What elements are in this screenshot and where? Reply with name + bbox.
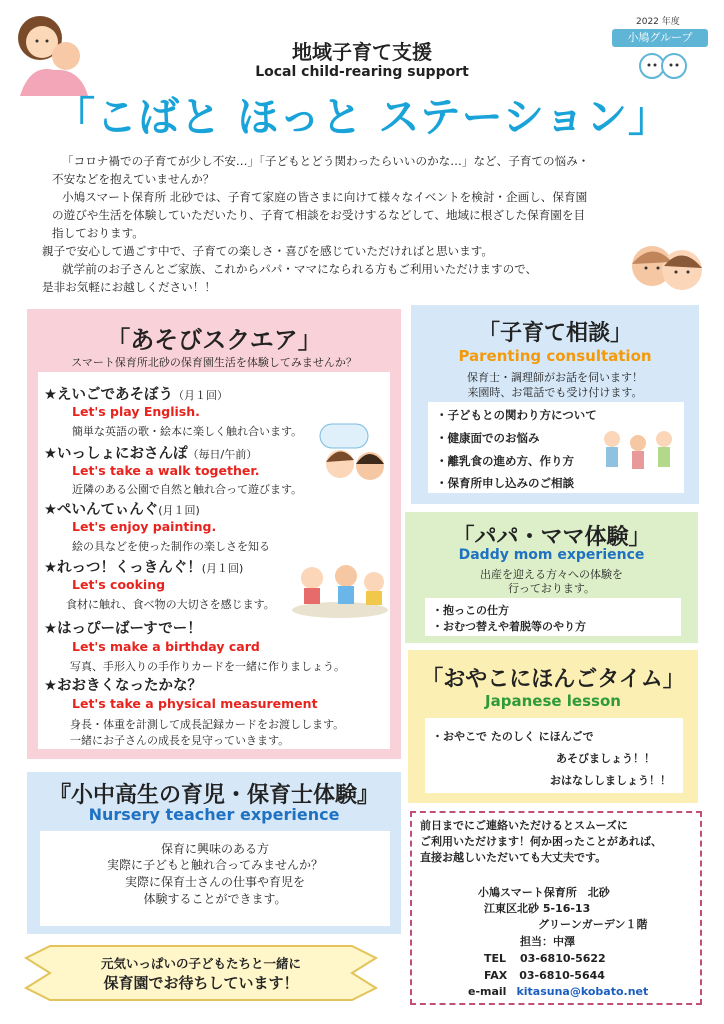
contact-notice: ご利用いただけます！何か困ったことがあれば、 bbox=[420, 835, 662, 848]
address-line: 江東区北砂 5-16-13 bbox=[484, 902, 591, 915]
tel-label: TEL bbox=[484, 952, 507, 965]
consult-title: 「子育て相談」 bbox=[477, 321, 632, 346]
title-jp: 地域子育て支援 bbox=[292, 40, 432, 64]
year-label: 2022 年度 bbox=[636, 17, 680, 27]
consult-subtitle: Parenting consultation bbox=[458, 347, 652, 365]
japanese-lesson-title: 「おやこにほんごタイム」 bbox=[421, 667, 685, 692]
mail-row bbox=[468, 984, 648, 999]
event-en: Let's enjoy painting. bbox=[72, 519, 217, 534]
nursery-line: 実際に子どもと触れ合ってみませんか？ bbox=[106, 858, 323, 872]
event-en: Let's take a physical measurement bbox=[72, 696, 318, 711]
contact-person: 担当：中澤 bbox=[520, 935, 575, 948]
event-desc: 近隣のある公園で自然と触れ合って遊びます。 bbox=[72, 483, 303, 496]
intro-line: 親子で安心して過ごす中で、子育ての楽しさ・喜びを感じていただければと思います。 bbox=[42, 244, 493, 258]
group-badge: 小鳩グループ bbox=[612, 29, 708, 47]
event-name: ★ぺいんてぃんぐ(月１回) bbox=[44, 502, 200, 518]
papa-mama-line: 出産を迎える方々への体験を bbox=[480, 568, 623, 581]
event-en: Let's play English. bbox=[72, 404, 200, 419]
consult-line: 来園時、お電話でも受け付けます。 bbox=[467, 386, 643, 399]
papa-mama-item: ・おむつ替えや着脱等のやり方 bbox=[432, 620, 586, 633]
nursery-line: 体験することができます。 bbox=[143, 892, 287, 906]
address-line: グリーンガーデン１階 bbox=[538, 918, 648, 931]
mail-link[interactable]: kitasuna@kobato.net bbox=[516, 985, 649, 998]
intro-line: の遊びや生活を体験していただいたり、子育て相談をお受けするなどして、地域に根ざした保育園を目 bbox=[52, 208, 586, 222]
japanese-lesson-line: ・おやこで たのしく にほんごで bbox=[432, 730, 594, 743]
mail-label: e-mail bbox=[468, 985, 507, 998]
intro-line: 「コロナ禍での子育てが少し不安…」「子どもとどう関わったらいいのかな…」など、子育ての悩み・ bbox=[62, 154, 590, 168]
intro-line: 是非お気軽にお越しください！！ bbox=[42, 280, 216, 294]
children-illustration bbox=[618, 236, 714, 308]
event-desc: 身長・体重を計測して成長記録カードをお渡しします。 bbox=[70, 718, 345, 731]
welcome-banner bbox=[20, 942, 382, 1004]
event-en: Let's make a birthday card bbox=[72, 639, 260, 654]
banner-line: 保育園でお待ちしています！ bbox=[103, 974, 299, 992]
intro-line: 小鳩スマート保育所 北砂では、子育て家庭の皆さまに向けて様々なイベントを検討・企画し、保育園 bbox=[62, 190, 588, 204]
event-name: ★いっしょにおさんぽ（毎日/午前） bbox=[44, 446, 258, 462]
event-name: ★れっつ！くっきんぐ！(月１回) bbox=[44, 560, 244, 576]
event-name: ★えいごであそぼう（月１回） bbox=[44, 387, 228, 403]
intro-line: 不安などを抱えていませんか？ bbox=[52, 172, 215, 186]
papa-mama-subtitle: Daddy mom experience bbox=[458, 547, 645, 563]
facility-name: 小鳩スマート保育所 北砂 bbox=[478, 886, 610, 899]
consult-item: ・保育所申し込みのご相談 bbox=[436, 476, 574, 490]
main-title: 「こばと ほっと ステーション」 bbox=[53, 93, 671, 141]
nursery-subtitle: Nursery teacher experience bbox=[88, 805, 340, 824]
consult-item: ・健康面でのお悩み bbox=[436, 431, 540, 445]
fax-number: 03-6810-5644 bbox=[519, 969, 605, 982]
event-name: ★おおきくなったかな？ bbox=[44, 678, 202, 694]
contact-notice: 前日までにご連絡いただけるとスムーズに bbox=[420, 819, 628, 832]
intro-text bbox=[42, 152, 682, 296]
event-name: ★はっぴーばーすでー！ bbox=[44, 621, 202, 637]
title-en: Local child-rearing support bbox=[255, 64, 469, 80]
asobi-subtitle: スマート保育所北砂の保育園生活を体験してみませんか？ bbox=[71, 356, 357, 369]
contact-notice: 直接お越しいただいても大丈夫です。 bbox=[420, 851, 607, 864]
papa-mama-line: 行っております。 bbox=[507, 582, 596, 595]
fax-row bbox=[484, 968, 605, 983]
event-desc: 簡単な英語の歌・絵本に楽しく触れ合います。 bbox=[72, 425, 303, 438]
tel-row bbox=[484, 951, 606, 966]
japanese-lesson-line: あそびましょう！！ bbox=[556, 752, 655, 765]
consult-line: 保育士・調理師がお話を伺います！ bbox=[467, 371, 643, 384]
event-desc: 一緒にお子さんの成長を見守っていきます。 bbox=[70, 734, 290, 747]
event-en: Let's cooking bbox=[72, 577, 166, 592]
papa-mama-item: ・抱っこの仕方 bbox=[432, 604, 509, 617]
event-desc: 絵の具などを使った制作の楽しさを知る bbox=[72, 540, 270, 553]
intro-line: 就学前のお子さんとご家族、これからパパ・ママになられる方もご利用いただけますので、 bbox=[62, 262, 538, 276]
banner-line: 元気いっぱいの子どもたちと一緒に bbox=[100, 956, 301, 971]
intro-line: 指しております。 bbox=[52, 226, 144, 240]
nursery-line: 実際に保育士さんの仕事や育児を bbox=[124, 875, 305, 889]
english-kids-illustration bbox=[318, 422, 392, 486]
japanese-lesson-line: おはなししましょう！！ bbox=[550, 774, 671, 787]
event-en: Let's take a walk together. bbox=[72, 463, 260, 478]
japanese-lesson-subtitle: Japanese lesson bbox=[485, 692, 621, 710]
papa-mama-title: 「パパ・ママ体験」 bbox=[452, 525, 651, 550]
cooking-kids-illustration bbox=[290, 560, 390, 620]
consult-item: ・離乳食の進め方、作り方 bbox=[436, 454, 574, 468]
consult-item: ・子どもとの関わり方について bbox=[436, 408, 597, 422]
nursery-title: 『小中高生の育児・保育士体験』 bbox=[48, 783, 379, 808]
nursery-line: 保育に興味のある方 bbox=[160, 842, 269, 856]
event-desc: 食材に触れ、食べ物の大切さを感じます。 bbox=[66, 598, 275, 611]
parenting-illustration bbox=[598, 425, 678, 475]
tel-number: 03-6810-5622 bbox=[520, 952, 606, 965]
event-desc: 写真、手形入りの手作りカードを一緒に作りましょう。 bbox=[70, 660, 345, 673]
fax-label: FAX bbox=[484, 969, 508, 982]
asobi-title: 「あそびスクエア」 bbox=[106, 326, 322, 354]
